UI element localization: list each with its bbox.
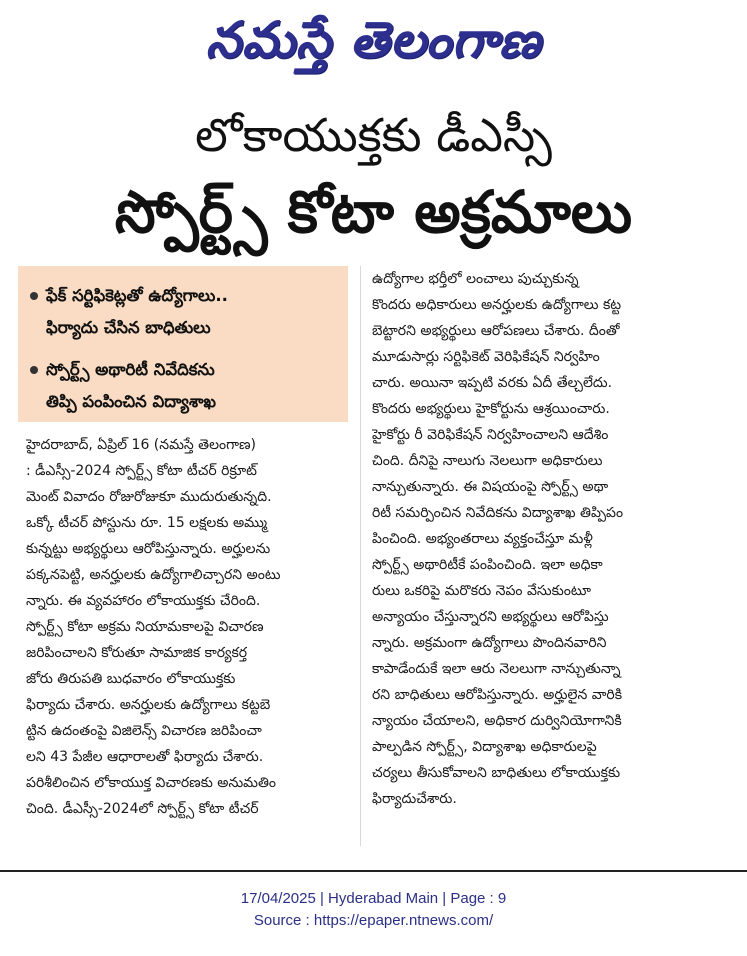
edition-info: 17/04/2025 | Hyderabad Main | Page : 9 [240, 890, 507, 907]
column-divider [360, 266, 361, 846]
article-line: న్యాయం చేయాలని, అధికార దుర్వినియోగానికి [372, 713, 622, 729]
highlights-box [18, 266, 348, 422]
newspaper-masthead: నమస్తే తెలంగాణ [205, 11, 542, 69]
footer-rule [0, 870, 747, 872]
article-line: పించింది. అభ్యంతరాలు వ్యక్తంచేస్తూ మళ్లీ [372, 531, 593, 547]
article-line: ఫిర్యాదు చేశారు. అనర్హులకు ఉద్యోగాలు కట్టబె [26, 697, 271, 713]
highlight-item [30, 354, 338, 418]
article-line: ఫిర్యాదుచేశారు. [372, 791, 457, 807]
article-line: హైకోర్టు రీ వెరిఫికేషన్‌ నిర్వహించాలని ఆదేశిం [372, 427, 609, 443]
article-line: ట్టిన ఉదంతంపై విజిలెన్స్‌ విచారణ జరిపించా [26, 723, 262, 739]
source-link[interactable]: Source : https://epaper.ntnews.com/ [253, 912, 494, 929]
headline-line-1: లోకాయుక్తకు డీఎస్సీ [195, 108, 552, 162]
article-line: చారు. అయినా ఇప్పటి వరకు ఏదీ తేల్చలేదు. [372, 375, 613, 391]
article-line: కొందరు అభ్యర్థులు హైకోర్టును ఆశ్రయించారు. [372, 401, 610, 417]
article-line: నాన్చుతున్నారు. ఈ విషయంపై స్పోర్ట్స్‌ అథా [372, 479, 609, 495]
article-line: లని 43 పేజీల ఆధారాలతో ఫిర్యాదు చేశారు. [26, 749, 264, 765]
article-line: జరిపించాలని కోరుతూ సామాజిక కార్యకర్త [26, 645, 248, 661]
bullet-icon [30, 292, 38, 300]
article-line: మెంట్‌ వివాదం రోజురోజుకూ ముదురుతున్నది. [26, 489, 272, 505]
article-line: కొందరు అధికారులు అనర్హులకు ఉద్యోగాలు కట్ట [372, 297, 622, 313]
article-column-left [26, 432, 356, 822]
article-line: స్పోర్ట్స్‌ కోటా అక్రమ నియామకాలపై విచారణ [26, 619, 264, 635]
highlight-text: స్పోర్ట్స్‌ అథారిటీ నివేదికను తిప్పి పంపించిన విద్యాశాఖ [46, 360, 216, 411]
article-line: ఉద్యోగాల భర్తీలో లంచాలు పుచ్చుకున్న [372, 271, 579, 287]
article-line: పక్కనపెట్టి, అనర్హులకు ఉద్యోగాలిచ్చారని అంటు [26, 567, 281, 583]
article-line: చింది. డీఎస్సీ-2024లో స్పోర్ట్స్‌ కోటా టీచర్‌ [26, 801, 259, 817]
article-line: హైదరాబాద్‌, ఏప్రిల్‌ 16 (నమస్తే తెలంగాణ) [26, 437, 257, 453]
highlight-text: ఫేక్‌ సర్టిఫికెట్లతో ఉద్యోగాలు.. ఫిర్యాదు చేసిన బాధితులు [46, 286, 228, 337]
article-line: అన్యాయం చేస్తున్నారని అభ్యర్థులు ఆరోపిస్తు [372, 609, 609, 625]
article-line: మూడుసార్లు సర్టిఫికెట్‌ వెరిఫికేషన్‌ నిర్వహిం [372, 349, 600, 365]
article-line: రిటీ సమర్పించిన నివేదికను విద్యాశాఖ తిప్పిపం [372, 505, 624, 521]
article-line: కున్నట్టు అభ్యర్థులు ఆరోపిస్తున్నారు. అర్హులను [26, 541, 271, 557]
highlight-item [30, 280, 338, 344]
article-line: కాపాడేందుకే ఇలా ఆరు నెలలుగా నాన్చుతున్నా [372, 661, 621, 677]
article-line: రని బాధితులు ఆరోపిస్తున్నారు. అర్హులైన వారికి [372, 687, 623, 703]
headline-line-2: స్పోర్ట్స్‌ కోటా అక్రమాలు [114, 178, 633, 246]
article-line: చర్యలు తీసుకోవాలని బాధితులు లోకాయుక్తకు [372, 765, 621, 781]
article-line: జోరు తిరుపతి బుధవారం లోకాయుక్తకు [26, 671, 236, 687]
article-line: ఒక్కో టీచర్‌ పోస్టును రూ. 15 లక్షలకు అమ్ము [26, 515, 268, 531]
article-line: : డీఎస్సీ-2024 స్పోర్ట్స్‌ కోటా టీచర్‌ రిక్రూట్‌ [26, 463, 257, 479]
article-line: స్పోర్ట్స్‌ అథారిటీకే పంపించింది. ఇలా అధికా [372, 557, 603, 573]
article-line: న్నారు. ఈ వ్యవహారం లోకాయుక్తకు చేరింది. [26, 593, 261, 609]
article-line: న్నారు. అక్రమంగా ఉద్యోగాలు పొందినవారిని [372, 635, 607, 651]
article-line: రులు ఒకరిపై మరొకరు నెపం వేసుకుంటూ [372, 583, 592, 599]
bullet-icon [30, 366, 38, 374]
article-line: చింది. దీనిపై నాలుగు నెలలుగా అధికారులు [372, 453, 603, 469]
article-line: బెట్టారని అభ్యర్థులు ఆరోపణలు చేశారు. దీంతో [372, 323, 620, 339]
article-line: పాల్పడిన స్పోర్ట్స్‌, విద్యాశాఖ అధికారులపై [372, 739, 597, 755]
article-line: పరిశీలించిన లోకాయుక్త విచారణకు అనుమతిం [26, 775, 277, 791]
article-column-right [372, 266, 726, 812]
